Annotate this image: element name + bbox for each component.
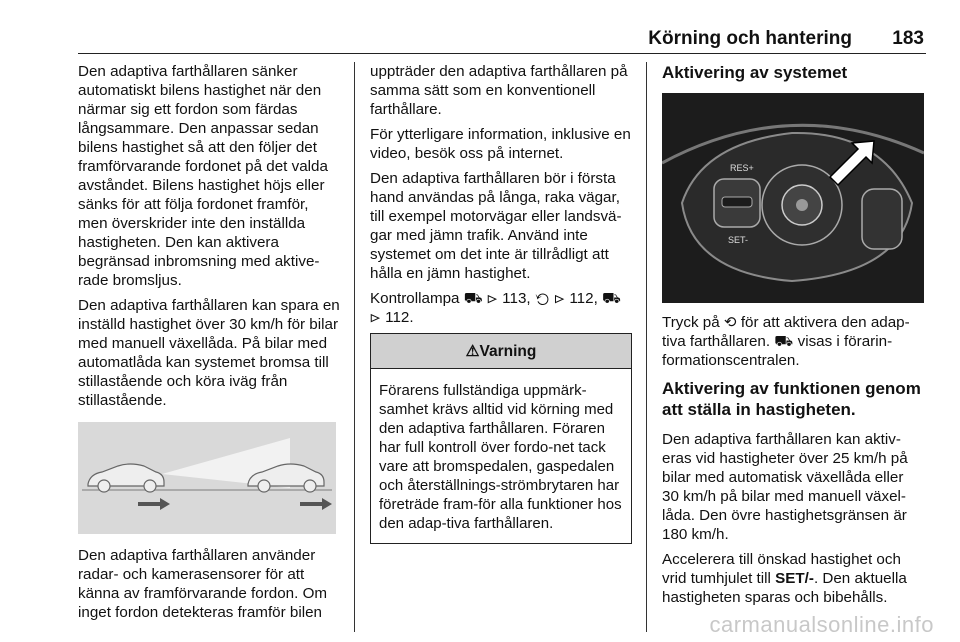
paragraph: Den adaptiva farthållaren bör i första hand användas på långa, raka vägar, till exempel motorvägar eller landsvä‐gar med jämn trafik. Använd inte systemet om det inte är tillrådligt att hålla en jämn hastighet. — [370, 170, 622, 282]
paragraph — [662, 550, 924, 607]
warning-box — [370, 333, 632, 544]
steering-wheel-illustration — [662, 93, 924, 303]
set-button-label: SET/- — [775, 570, 814, 587]
paragraph: Den adaptiva farthållaren kan spara en inställd hastighet över 30 km/h för bilar med manuell växellåda. På bilar med automatlåda kan systemet bromsa till stillastående och köra iväg från stillastående. — [78, 297, 340, 409]
text-span: Accelerera till önskad hastighet och vrid tumhjulet till — [662, 551, 901, 587]
warning-title: ⚠Varning — [371, 334, 631, 369]
column-1 — [78, 62, 340, 628]
section-heading: Aktivering av systemet — [662, 63, 848, 82]
section-heading: Aktivering av funktionen genom att ställa in hastigheten. — [662, 379, 921, 419]
paragraph: Tryck på ⟲ för att aktivera den adap‐tiva farthållaren. ⛟ visas i förarin‐formationscentralen. — [662, 314, 910, 369]
res-plus-label: RES+ — [730, 163, 754, 173]
indicator-reference: Kontrollampa ⛟ ⊳ 113, ⟲ ⊳ 112, ⛟ ⊳ 112. — [370, 290, 622, 326]
warning-text: Förarens fullständiga uppmärk‐samhet krävs alltid vid körning med den adaptiva farthållaren. Föraren har full kontroll över fordo‐net tack vare att bromspedalen, gaspedalen och återställnings‐strömbrytaren har företräde fram‐för alla funktioner hos den adap‐tiva farthållaren. — [379, 382, 622, 532]
column-3 — [662, 62, 924, 613]
paragraph: Den adaptiva farthållaren kan aktiv‐eras vid hastigheter över 25 km/h på bilar med automatisk växellåda eller 30 km/h på bilar med manuell växel‐låda. Den övre hastighetsgränsen är 180 km/h. — [662, 431, 908, 543]
watermark: carmanualsonline.info — [709, 612, 934, 637]
text-span: . Den aktuella hastigheten sparas och bibehålls. — [662, 570, 907, 606]
column-divider — [354, 62, 355, 632]
acc-illustration — [78, 422, 336, 534]
header-section-title: Körning och hantering — [648, 28, 852, 49]
page-number: 183 — [892, 28, 924, 49]
paragraph: Den adaptiva farthållaren använder radar- och kamerasensorer för att känna av framförvarande fordon. Om inget fordon detekteras framför bilen — [78, 547, 328, 621]
column-divider — [646, 62, 647, 632]
steering-wheel-controls — [662, 93, 924, 303]
paragraph: uppträder den adaptiva farthållaren på samma sätt som en konventionell farthållare. — [370, 63, 628, 118]
set-minus-label: SET- — [728, 235, 749, 245]
paragraph: För ytterligare information, inklusive en video, besök oss på internet. — [370, 126, 631, 162]
column-2 — [370, 62, 632, 544]
paragraph: Den adaptiva farthållaren sänker automatiskt bilens hastighet när den närmar sig ett fordon som färdas långsammare. Den anpassar sedan bilens hastighet så att den följer det framförvarande fordonet på det valda avståndet. Bilens hastighet höjs eller sänks för att följa fordonet framför, men överskrider inte den inställda hastigheten. Den kan aktivera begränsad inbromsning med aktive‐rade bromsljus. — [78, 63, 328, 289]
header-rule — [78, 53, 926, 54]
cars-radar-illustration — [78, 422, 336, 534]
